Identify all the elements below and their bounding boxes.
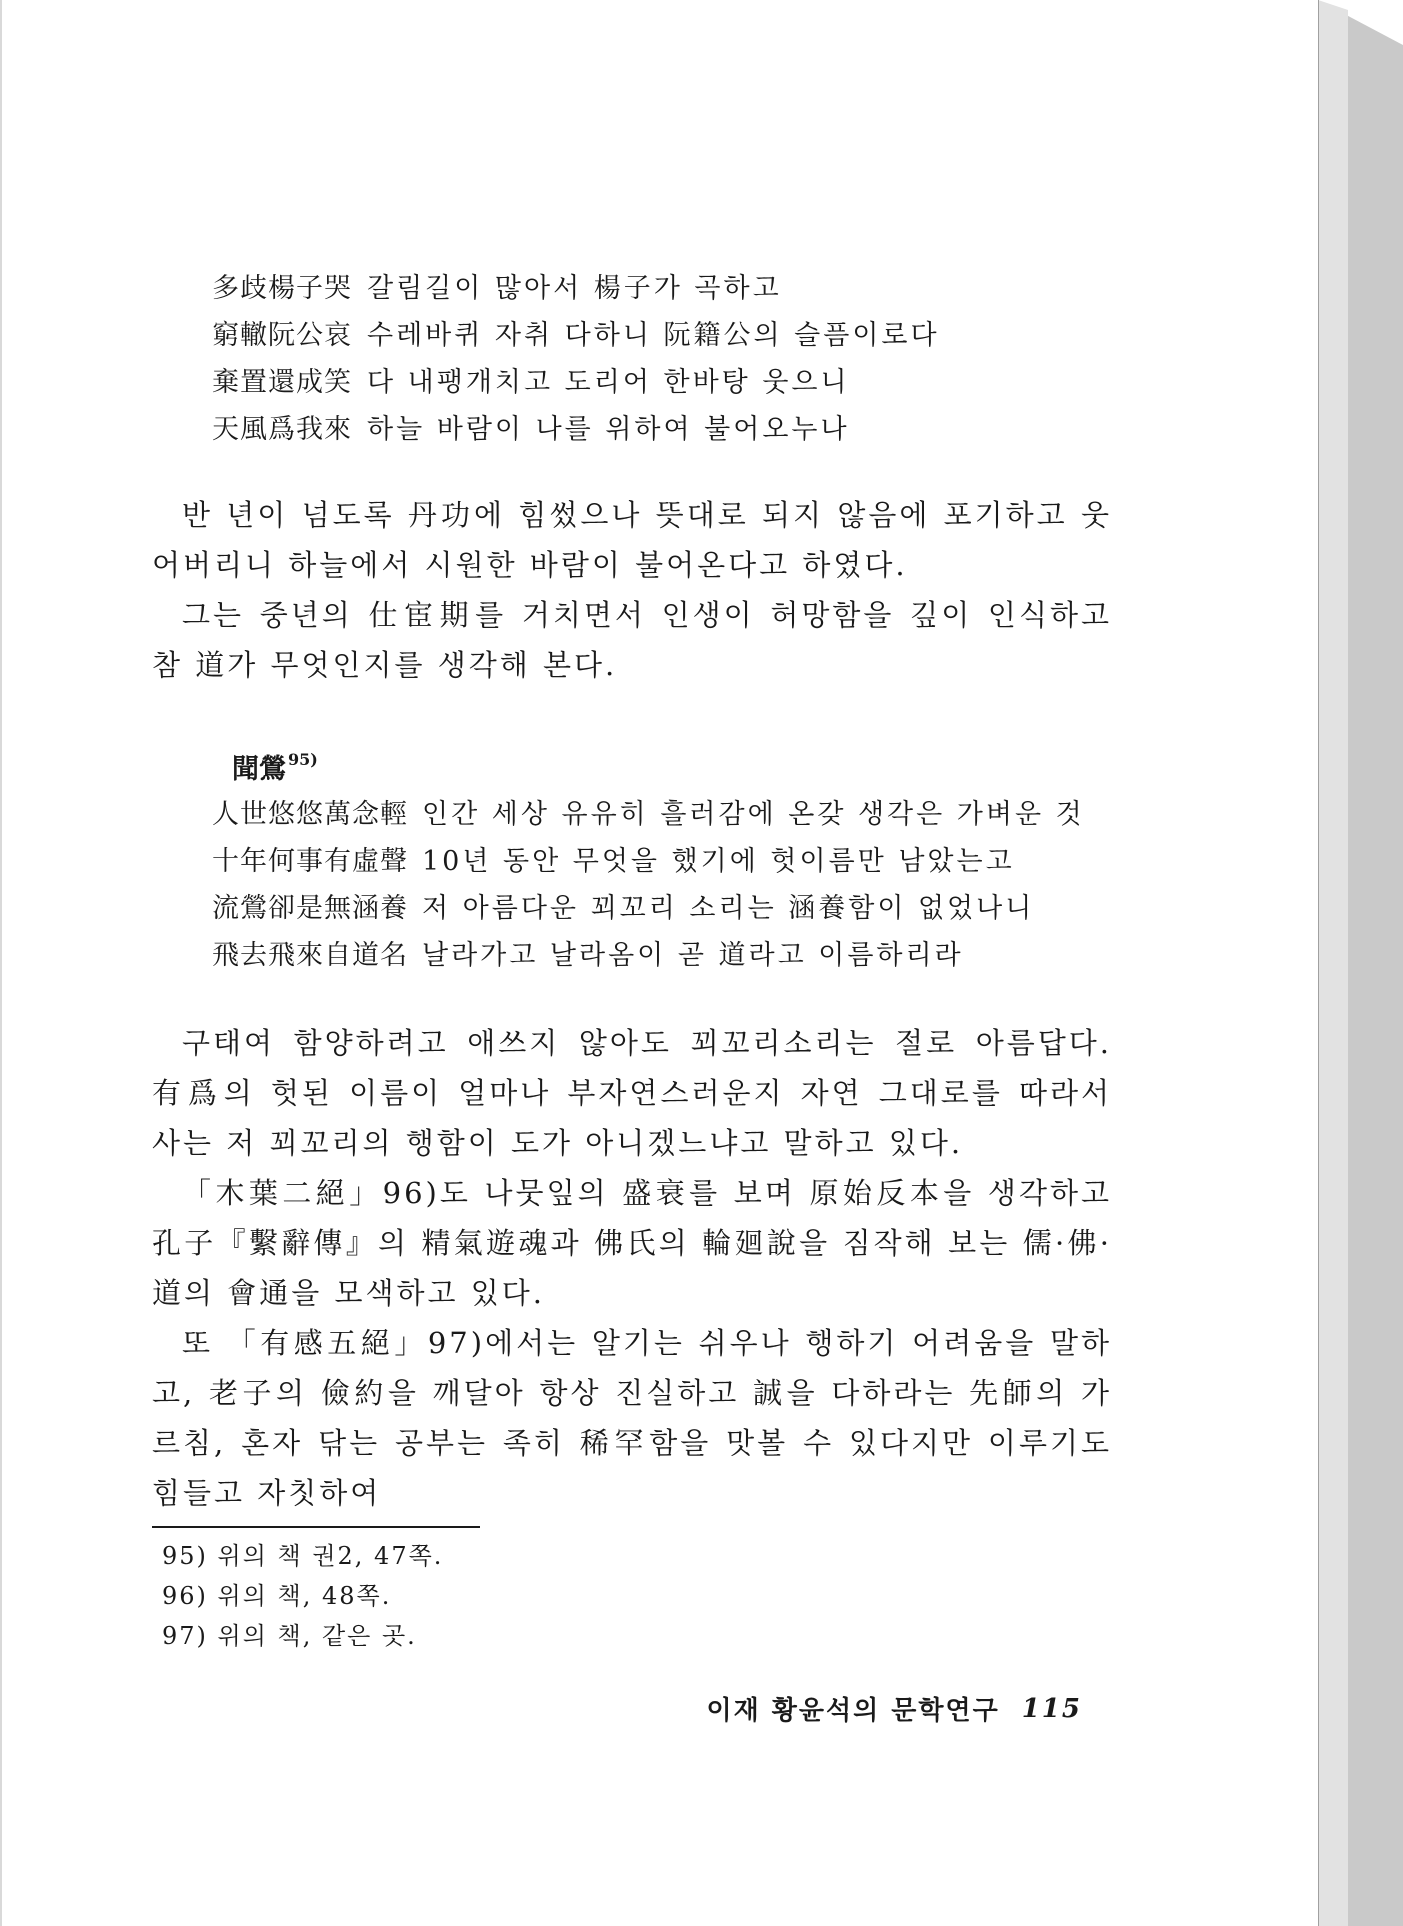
poem-hanja: 多歧楊子哭 (212, 273, 352, 304)
poem-munaeng (212, 788, 1112, 976)
poem-hanja: 飛去飛來自道名 (212, 940, 408, 971)
poem-translation: 인간 세상 유유히 흘러감에 온갖 생각은 가벼운 것 (422, 799, 1085, 830)
poem-hanja: 天風爲我來 (212, 414, 352, 445)
poem-hanja: 人世悠悠萬念輕 (212, 799, 408, 830)
poem-title-text: 聞鶯 (232, 753, 286, 785)
poem-title (232, 744, 1112, 788)
body-paragraph: 구태여 함양하려고 애쓰지 않아도 꾀꼬리소리는 절로 아름답다. 有爲의 헛된 이름이 얼마나 부자연스러운지 자연 그대로를 따라서 사는 저 꾀꼬리의 행함이 도가 아니겠느냐고 말하고 있다. (152, 1026, 1112, 1160)
poem-line (212, 262, 1112, 309)
poem-hanja: 流鶯卻是無涵養 (212, 893, 408, 924)
poem-line (212, 929, 1112, 976)
footnote-divider (152, 1526, 480, 1528)
poem-translation: 다 내팽개치고 도리어 한바탕 웃으니 (367, 367, 850, 398)
poem-wugan (212, 262, 1112, 450)
body-paragraph: 그는 중년의 仕宦期를 거치면서 인생이 허망함을 깊이 인식하고 참 道가 무엇인지를 생각해 본다. (152, 598, 1112, 682)
page-content (152, 262, 1112, 1518)
footnote: 95) 위의 책 권2, 47쪽. (162, 1541, 444, 1570)
footnotes (162, 1533, 443, 1653)
body-paragraph: 반 년이 넘도록 丹功에 힘썼으나 뜻대로 되지 않음에 포기하고 웃어버리니 하늘에서 시원한 바람이 불어온다고 하였다. (152, 498, 1112, 582)
footnote: 97) 위의 책, 같은 곳. (162, 1621, 417, 1650)
footnote-ref: 95) (288, 750, 318, 769)
poem-translation: 수레바퀴 자취 다하니 阮籍公의 슬픔이로다 (367, 320, 940, 351)
running-footer (706, 1690, 1082, 1727)
poem-translation: 갈림길이 많아서 楊子가 곡하고 (367, 273, 782, 304)
poem-translation: 저 아름다운 꾀꼬리 소리는 涵養함이 없었나니 (422, 893, 1035, 924)
poem-line (212, 356, 1112, 403)
poem-translation: 10년 동안 무엇을 했기에 헛이름만 남았는고 (422, 846, 1015, 877)
poem-line (212, 788, 1112, 835)
book-title: 이재 황윤석의 문학연구 (706, 1696, 1000, 1726)
poem-hanja: 窮轍阮公哀 (212, 320, 352, 351)
poem-line (212, 403, 1112, 450)
poem-line (212, 835, 1112, 882)
poem-translation: 하늘 바람이 나를 위하여 불어오누나 (367, 414, 850, 445)
page-stack-edge (1318, 0, 1403, 1926)
poem-line (212, 882, 1112, 929)
body-paragraph: 또 「有感五絕」97)에서는 알기는 쉬우나 행하기 어려움을 말하고, 老子의 儉約을 깨달아 항상 진실하고 誠을 다하라는 先師의 가르침, 혼자 닦는 공부는 족히 稀罕함을 맛볼 수 있다지만 이루기도 힘들고 자칫하여 (152, 1326, 1112, 1510)
body-paragraph: 「木葉二絕」96)도 나뭇잎의 盛衰를 보며 原始反本을 생각하고 孔子『繫辭傳』의 精氣遊魂과 佛氏의 輪廻說을 짐작해 보는 儒·佛·道의 會通을 모색하고 있다. (152, 1176, 1112, 1310)
poem-translation: 날라가고 날라옴이 곧 道라고 이름하리라 (422, 940, 964, 971)
poem-line (212, 309, 1112, 356)
poem-hanja: 棄置還成笑 (212, 367, 352, 398)
footnote: 96) 위의 책, 48쪽. (162, 1581, 392, 1610)
poem-hanja: 十年何事有虛聲 (212, 846, 408, 877)
page-number: 115 (1021, 1693, 1082, 1724)
